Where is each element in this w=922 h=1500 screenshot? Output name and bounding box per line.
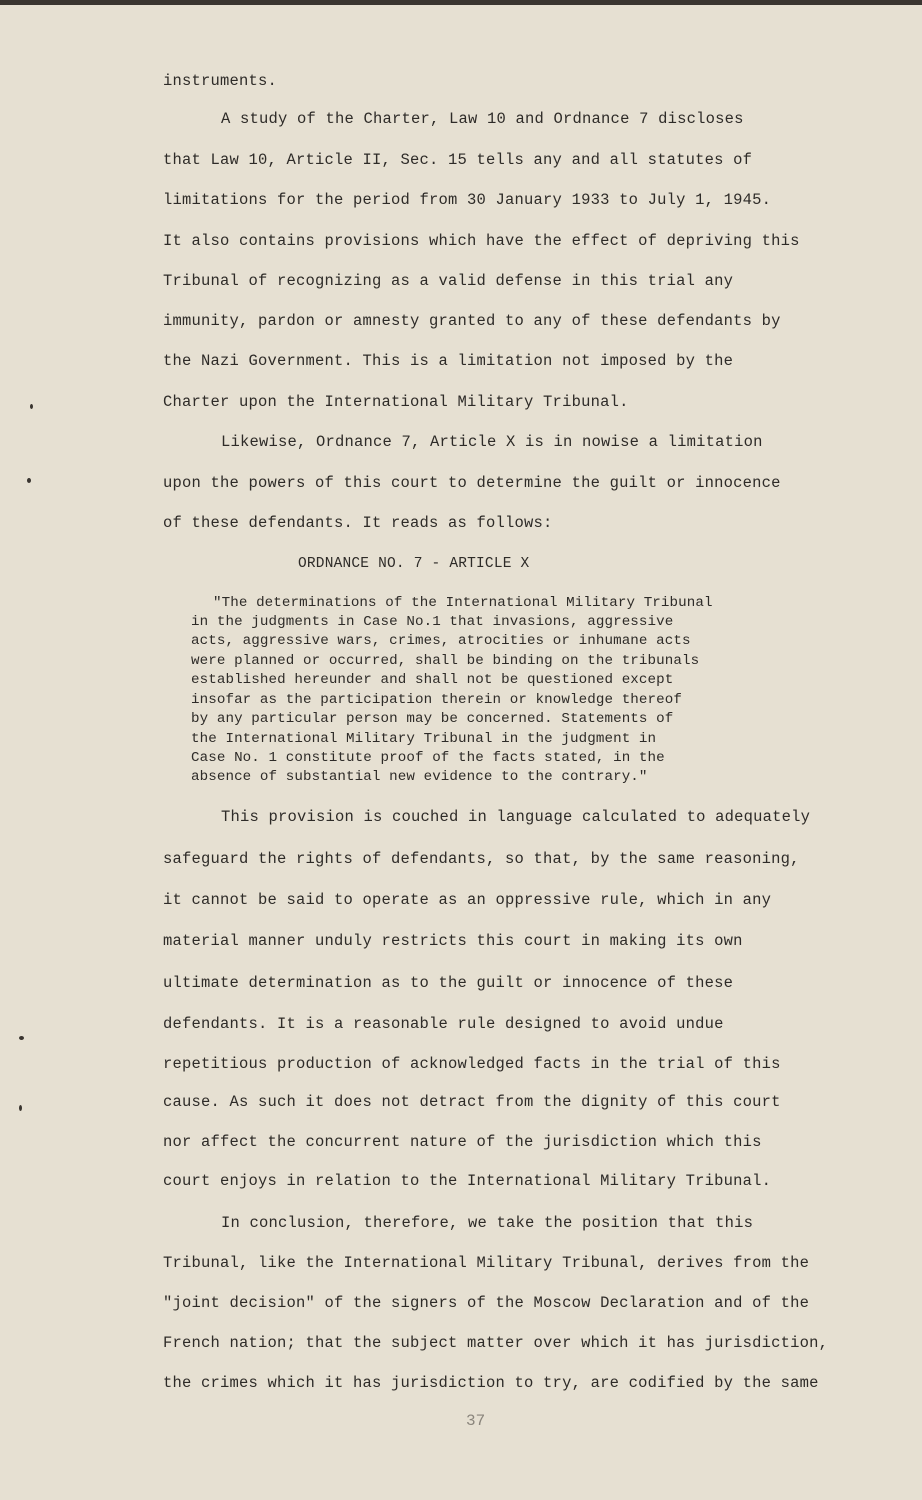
text-line: material manner unduly restricts this court in making its own: [163, 932, 743, 950]
text-line: Tribunal, like the International Military Tribunal, derives from the: [163, 1254, 810, 1272]
quote-line: established hereunder and shall not be questioned except: [191, 672, 674, 688]
text-line: nor affect the concurrent nature of the jurisdiction which this: [163, 1133, 762, 1151]
text-line: "joint decision" of the signers of the Moscow Declaration and of the: [163, 1294, 810, 1312]
quote-line: the International Military Tribunal in the judgment in: [191, 731, 657, 747]
quote-line: "The determinations of the International Military Tribunal: [213, 595, 713, 611]
quote-line: were planned or occurred, shall be binding on the tribunals: [191, 653, 700, 669]
text-line: It also contains provisions which have the effect of depriving this: [163, 232, 800, 250]
scan-speck: [27, 478, 31, 483]
text-line: Tribunal of recognizing as a valid defense in this trial any: [163, 272, 734, 290]
text-line: immunity, pardon or amnesty granted to any of these defendants by: [163, 312, 781, 330]
text-line: In conclusion, therefore, we take the position that this: [221, 1214, 754, 1232]
text-line: instruments.: [163, 72, 278, 90]
scan-edge: [0, 0, 922, 5]
text-line: This provision is couched in language calculated to adequately: [221, 808, 811, 826]
text-line: A study of the Charter, Law 10 and Ordnance 7 discloses: [221, 110, 744, 128]
text-line: that Law 10, Article II, Sec. 15 tells any and all statutes of: [163, 151, 753, 169]
text-line: Charter upon the International Military Tribunal.: [163, 393, 629, 411]
scan-speck: [30, 404, 33, 409]
quote-line: by any particular person may be concerned. Statements of: [191, 711, 674, 727]
scan-speck: [19, 1036, 24, 1040]
quote-line: absence of substantial new evidence to the contrary.": [191, 769, 648, 785]
text-line: of these defendants. It reads as follows:: [163, 514, 553, 532]
text-line: ultimate determination as to the guilt or innocence of these: [163, 974, 734, 992]
scan-speck: [19, 1105, 22, 1111]
text-line: cause. As such it does not detract from the dignity of this court: [163, 1093, 781, 1111]
text-line: upon the powers of this court to determine the guilt or innocence: [163, 474, 781, 492]
text-line: repetitious production of acknowledged facts in the trial of this: [163, 1055, 781, 1073]
text-line: the Nazi Government. This is a limitation not imposed by the: [163, 352, 734, 370]
text-line: court enjoys in relation to the International Military Tribunal.: [163, 1172, 772, 1190]
text-line: Likewise, Ordnance 7, Article X is in nowise a limitation: [221, 433, 763, 451]
quote-heading: ORDNANCE NO. 7 - ARTICLE X: [298, 556, 530, 572]
text-line: limitations for the period from 30 January 1933 to July 1, 1945.: [163, 191, 772, 209]
quote-line: insofar as the participation therein or knowledge thereof: [191, 692, 682, 708]
text-line: the crimes which it has jurisdiction to try, are codified by the same: [163, 1374, 819, 1392]
text-line: French nation; that the subject matter over which it has jurisdiction,: [163, 1334, 829, 1352]
text-line: safeguard the rights of defendants, so that, by the same reasoning,: [163, 850, 800, 868]
quote-line: acts, aggressive wars, crimes, atrocities or inhumane acts: [191, 633, 691, 649]
text-line: it cannot be said to operate as an oppressive rule, which in any: [163, 891, 772, 909]
quote-line: in the judgments in Case No.1 that invasions, aggressive: [191, 614, 674, 630]
quote-line: Case No. 1 constitute proof of the facts stated, in the: [191, 750, 665, 766]
page-number: 37: [466, 1412, 486, 1430]
text-line: defendants. It is a reasonable rule designed to avoid undue: [163, 1015, 724, 1033]
